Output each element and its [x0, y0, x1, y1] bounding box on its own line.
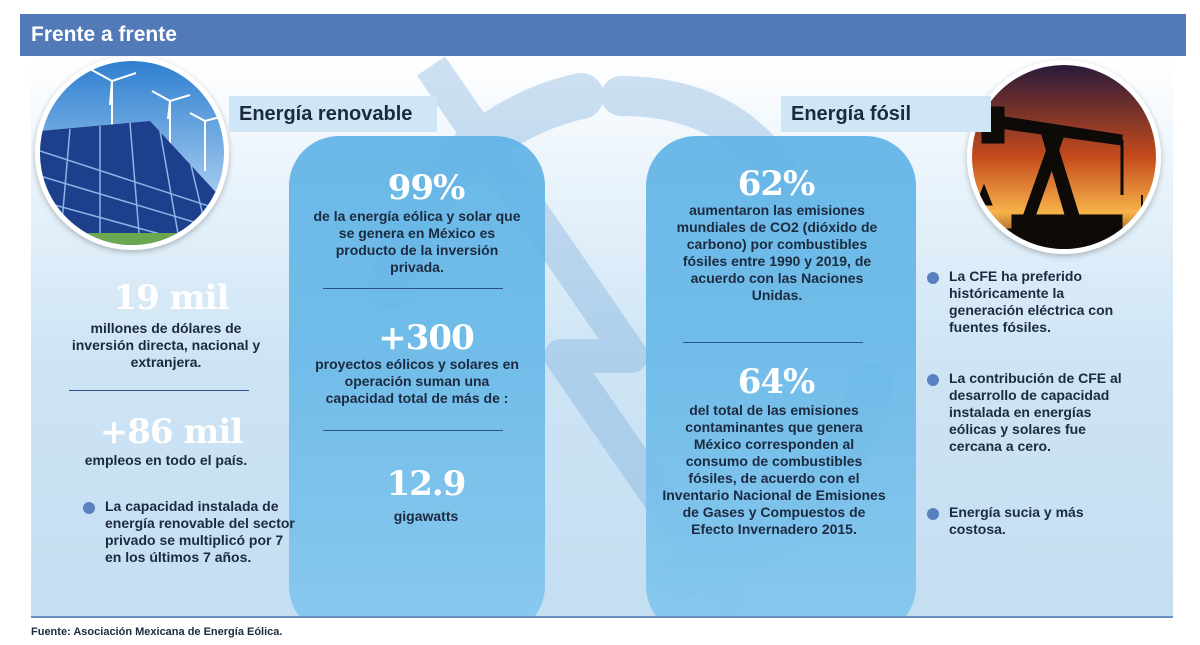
renewable-energy-tag: Energía renovable	[229, 96, 437, 132]
stat-text: aumentaron las emisiones mundiales de CO2 (dióxido de carbono) por combustibles fósiles entre 1990 y 2019, de acuerdo con las Naciones Unidas.	[676, 202, 878, 303]
bullet-dot-icon	[927, 374, 939, 386]
bullet-dot-icon	[83, 502, 95, 514]
bullet-text: La CFE ha preferido históricamente la generación eléctrica con fuentes fósiles.	[949, 268, 1114, 335]
stat-value: +86 mil	[99, 412, 243, 452]
divider	[323, 430, 503, 431]
stat-value: 99%	[387, 168, 465, 208]
bullet-text: Energía sucia y más costosa.	[949, 504, 1084, 537]
stat-text: empleos en todo el país.	[84, 452, 248, 468]
stat-value: +300	[378, 318, 474, 358]
divider	[323, 288, 503, 289]
stat-text: gigawatts	[393, 508, 459, 524]
panel-bottom-rule	[31, 616, 1173, 618]
stat-text: millones de dólares de inversión directa, nacional y extranjera.	[71, 320, 261, 370]
infographic-panel	[31, 56, 1173, 616]
stat-value: 12.9	[386, 464, 466, 504]
header-bar	[20, 14, 1186, 56]
bullet-dot-icon	[927, 272, 939, 284]
stat-text: del total de las emisiones contaminantes que genera México corresponden al consumo de combustibles fósiles, de acuerdo con el Inventario Nacional de Emisiones de Gases y Compuestos de Efecto Invernadero 2015.	[662, 402, 886, 537]
stat-text: de la energía eólica y solar que se genera en México es producto de la inversión privada.	[313, 208, 521, 275]
divider	[683, 342, 863, 343]
stat-text: proyectos eólicos y solares en operación suman una capacidad total de más de :	[315, 356, 519, 406]
solar-panels-and-wind-turbines-photo	[35, 56, 229, 250]
oil-pump-jack-photo	[967, 60, 1161, 254]
stat-value: 19 mil	[113, 278, 229, 318]
bullet-text: La capacidad instalada de energía renovable del sector privado se multiplicó por 7 en los últimos 7 años.	[105, 498, 295, 565]
stat-value: 62%	[737, 164, 815, 204]
divider	[69, 390, 249, 391]
page-title: Frente a frente	[31, 23, 177, 46]
source-credit: Fuente: Asociación Mexicana de Energía Eólica.	[31, 626, 283, 638]
stat-value: 64%	[737, 362, 815, 402]
bullet-text: La contribución de CFE al desarrollo de capacidad instalada en energías eólicas y solares fue cercana a cero.	[949, 370, 1122, 454]
fossil-energy-tag: Energía fósil	[781, 96, 991, 132]
bullet-dot-icon	[927, 508, 939, 520]
